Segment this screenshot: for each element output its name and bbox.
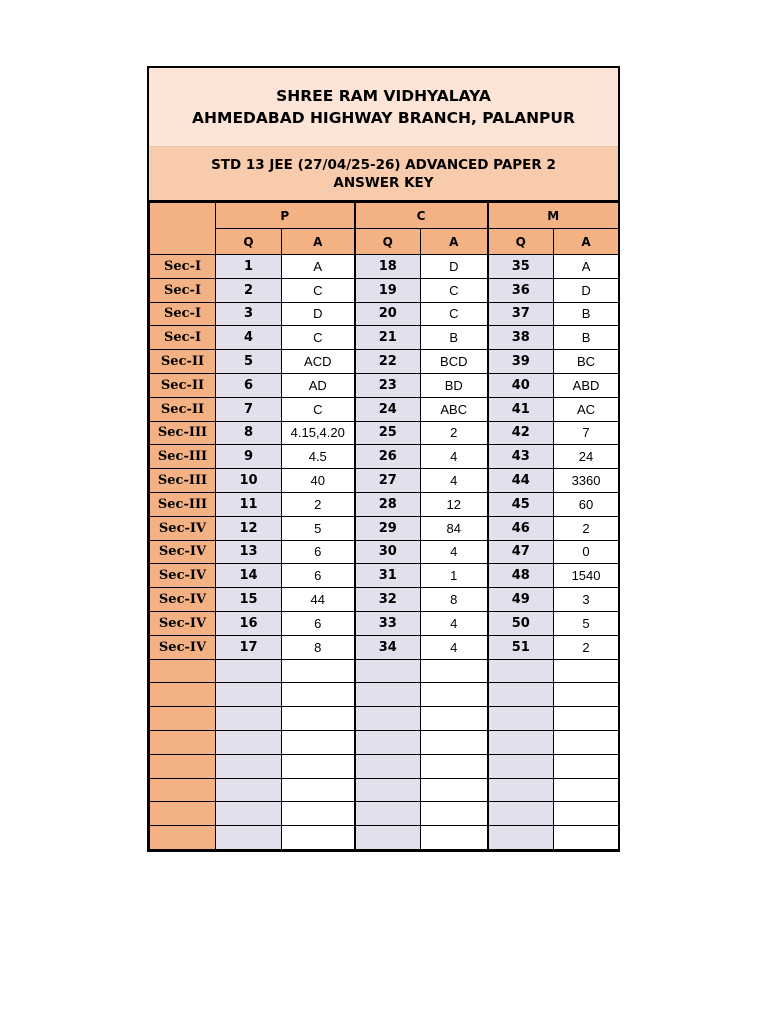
physics-question-cell: 12: [216, 516, 282, 540]
physics-answer-cell: 40: [282, 469, 355, 493]
physics-question-cell: 1: [216, 255, 282, 279]
chemistry-answer-cell: [421, 754, 488, 778]
chemistry-question-cell: 34: [355, 635, 421, 659]
chemistry-answer-cell: [421, 802, 488, 826]
chemistry-answer-cell: 2: [421, 421, 488, 445]
physics-answer-cell: [282, 683, 355, 707]
physics-answer-cell: [282, 754, 355, 778]
chemistry-question-cell: [355, 730, 421, 754]
chemistry-answer-cell: BCD: [421, 350, 488, 374]
maths-question-cell: 49: [488, 588, 554, 612]
chemistry-answer-cell: [421, 826, 488, 850]
maths-answer-cell: 2: [554, 516, 619, 540]
physics-answer-cell: ACD: [282, 350, 355, 374]
chemistry-answer-cell: 4: [421, 611, 488, 635]
maths-question-cell: 36: [488, 278, 554, 302]
maths-question-cell: [488, 802, 554, 826]
section-cell: Sec-II: [150, 373, 216, 397]
chemistry-answer-cell: C: [421, 302, 488, 326]
column-header-a: A: [282, 229, 355, 255]
table-row: [150, 588, 619, 612]
subject-header-chemistry: C: [355, 203, 488, 229]
table-row: [150, 635, 619, 659]
section-cell: Sec-II: [150, 397, 216, 421]
table-row: [150, 540, 619, 564]
column-header-q: Q: [355, 229, 421, 255]
column-header-a: A: [554, 229, 619, 255]
chemistry-question-cell: 23: [355, 373, 421, 397]
chemistry-question-cell: [355, 707, 421, 731]
maths-answer-cell: ABD: [554, 373, 619, 397]
physics-answer-cell: AD: [282, 373, 355, 397]
physics-answer-cell: C: [282, 326, 355, 350]
physics-answer-cell: C: [282, 278, 355, 302]
table-row: [150, 350, 619, 374]
table-row: [150, 326, 619, 350]
column-header-q: Q: [216, 229, 282, 255]
physics-question-cell: 10: [216, 469, 282, 493]
chemistry-answer-cell: 12: [421, 492, 488, 516]
chemistry-answer-cell: B: [421, 326, 488, 350]
physics-answer-cell: [282, 730, 355, 754]
maths-question-cell: 46: [488, 516, 554, 540]
paper-title: STD 13 JEE (27/04/25-26) ADVANCED PAPER 2: [211, 156, 556, 173]
physics-question-cell: [216, 730, 282, 754]
physics-question-cell: 9: [216, 445, 282, 469]
section-cell: Sec-I: [150, 302, 216, 326]
chemistry-question-cell: 27: [355, 469, 421, 493]
physics-answer-cell: 4.15,4.20: [282, 421, 355, 445]
section-cell: Sec-III: [150, 421, 216, 445]
section-cell: Sec-III: [150, 445, 216, 469]
maths-answer-cell: 2: [554, 635, 619, 659]
physics-answer-cell: [282, 826, 355, 850]
physics-question-cell: 14: [216, 564, 282, 588]
maths-question-cell: [488, 754, 554, 778]
physics-answer-cell: 5: [282, 516, 355, 540]
section-cell: Sec-III: [150, 492, 216, 516]
chemistry-question-cell: 19: [355, 278, 421, 302]
physics-question-cell: 8: [216, 421, 282, 445]
table-row: [150, 778, 619, 802]
maths-question-cell: 37: [488, 302, 554, 326]
table-row: [150, 826, 619, 850]
section-cell: Sec-IV: [150, 516, 216, 540]
chemistry-answer-cell: [421, 707, 488, 731]
table-row: [150, 278, 619, 302]
maths-answer-cell: B: [554, 302, 619, 326]
chemistry-question-cell: 20: [355, 302, 421, 326]
physics-question-cell: [216, 826, 282, 850]
chemistry-answer-cell: C: [421, 278, 488, 302]
maths-answer-cell: [554, 683, 619, 707]
table-row: [150, 421, 619, 445]
table-row: [150, 611, 619, 635]
maths-question-cell: 41: [488, 397, 554, 421]
physics-answer-cell: 6: [282, 611, 355, 635]
answer-table-body: [150, 255, 619, 850]
chemistry-answer-cell: BD: [421, 373, 488, 397]
maths-answer-cell: 60: [554, 492, 619, 516]
physics-question-cell: 5: [216, 350, 282, 374]
table-row: [150, 445, 619, 469]
chemistry-answer-cell: ABC: [421, 397, 488, 421]
physics-question-cell: [216, 659, 282, 683]
chemistry-answer-cell: 4: [421, 469, 488, 493]
chemistry-answer-cell: 4: [421, 445, 488, 469]
section-cell: [150, 778, 216, 802]
table-row: [150, 373, 619, 397]
maths-answer-cell: 24: [554, 445, 619, 469]
maths-answer-cell: BC: [554, 350, 619, 374]
chemistry-question-cell: 22: [355, 350, 421, 374]
maths-question-cell: [488, 826, 554, 850]
chemistry-question-cell: 24: [355, 397, 421, 421]
chemistry-question-cell: [355, 659, 421, 683]
maths-question-cell: [488, 778, 554, 802]
answer-key-sheet: [147, 66, 620, 852]
maths-question-cell: 38: [488, 326, 554, 350]
maths-question-cell: 45: [488, 492, 554, 516]
column-header-q: Q: [488, 229, 554, 255]
section-corner-cell: [150, 203, 216, 255]
physics-question-cell: [216, 802, 282, 826]
physics-answer-cell: [282, 659, 355, 683]
paper-header: [149, 147, 618, 202]
chemistry-question-cell: [355, 778, 421, 802]
section-cell: [150, 802, 216, 826]
section-cell: Sec-I: [150, 326, 216, 350]
school-header: [149, 68, 618, 147]
section-cell: Sec-IV: [150, 540, 216, 564]
maths-answer-cell: [554, 802, 619, 826]
maths-question-cell: 50: [488, 611, 554, 635]
section-cell: [150, 826, 216, 850]
table-row: [150, 707, 619, 731]
section-cell: [150, 707, 216, 731]
physics-answer-cell: [282, 778, 355, 802]
section-cell: Sec-II: [150, 350, 216, 374]
chemistry-answer-cell: 4: [421, 540, 488, 564]
table-row: [150, 802, 619, 826]
physics-answer-cell: [282, 707, 355, 731]
table-row: [150, 469, 619, 493]
physics-answer-cell: 8: [282, 635, 355, 659]
physics-question-cell: [216, 754, 282, 778]
chemistry-question-cell: [355, 802, 421, 826]
maths-answer-cell: A: [554, 255, 619, 279]
maths-answer-cell: 7: [554, 421, 619, 445]
answer-key-label: ANSWER KEY: [333, 174, 434, 191]
section-cell: [150, 683, 216, 707]
maths-answer-cell: 5: [554, 611, 619, 635]
maths-question-cell: 43: [488, 445, 554, 469]
physics-question-cell: 7: [216, 397, 282, 421]
maths-answer-cell: [554, 826, 619, 850]
maths-question-cell: [488, 683, 554, 707]
table-row: [150, 730, 619, 754]
table-row: [150, 754, 619, 778]
maths-answer-cell: AC: [554, 397, 619, 421]
table-row: [150, 255, 619, 279]
branch-name: AHMEDABAD HIGHWAY BRANCH, PALANPUR: [192, 109, 575, 127]
physics-question-cell: 4: [216, 326, 282, 350]
maths-answer-cell: [554, 730, 619, 754]
table-row: [150, 492, 619, 516]
maths-answer-cell: [554, 754, 619, 778]
section-cell: Sec-IV: [150, 588, 216, 612]
chemistry-answer-cell: 8: [421, 588, 488, 612]
chemistry-question-cell: 21: [355, 326, 421, 350]
answer-table: [149, 202, 619, 850]
physics-question-cell: 13: [216, 540, 282, 564]
maths-answer-cell: 0: [554, 540, 619, 564]
maths-question-cell: 47: [488, 540, 554, 564]
section-cell: [150, 754, 216, 778]
physics-answer-cell: 44: [282, 588, 355, 612]
maths-question-cell: 44: [488, 469, 554, 493]
section-cell: Sec-III: [150, 469, 216, 493]
table-row: [150, 302, 619, 326]
chemistry-question-cell: 29: [355, 516, 421, 540]
physics-answer-cell: D: [282, 302, 355, 326]
subject-header-physics: P: [216, 203, 355, 229]
chemistry-question-cell: 26: [355, 445, 421, 469]
table-row: [150, 564, 619, 588]
section-cell: [150, 730, 216, 754]
chemistry-question-cell: 32: [355, 588, 421, 612]
chemistry-question-cell: 33: [355, 611, 421, 635]
section-cell: Sec-IV: [150, 564, 216, 588]
maths-question-cell: 51: [488, 635, 554, 659]
chemistry-answer-cell: [421, 659, 488, 683]
chemistry-question-cell: 25: [355, 421, 421, 445]
table-row: [150, 683, 619, 707]
physics-question-cell: 17: [216, 635, 282, 659]
school-name: SHREE RAM VIDHYALAYA: [276, 87, 491, 105]
maths-answer-cell: D: [554, 278, 619, 302]
maths-question-cell: 39: [488, 350, 554, 374]
chemistry-answer-cell: [421, 778, 488, 802]
maths-question-cell: 42: [488, 421, 554, 445]
physics-question-cell: 6: [216, 373, 282, 397]
physics-answer-cell: [282, 802, 355, 826]
table-row: [150, 516, 619, 540]
section-cell: Sec-IV: [150, 611, 216, 635]
chemistry-question-cell: 31: [355, 564, 421, 588]
physics-answer-cell: C: [282, 397, 355, 421]
chemistry-question-cell: 28: [355, 492, 421, 516]
physics-answer-cell: 6: [282, 540, 355, 564]
subject-header-maths: M: [488, 203, 619, 229]
physics-question-cell: [216, 707, 282, 731]
section-cell: Sec-IV: [150, 635, 216, 659]
chemistry-answer-cell: 4: [421, 635, 488, 659]
physics-answer-cell: 2: [282, 492, 355, 516]
chemistry-answer-cell: D: [421, 255, 488, 279]
table-row: [150, 397, 619, 421]
section-cell: Sec-I: [150, 255, 216, 279]
maths-question-cell: [488, 730, 554, 754]
section-cell: [150, 659, 216, 683]
chemistry-answer-cell: 1: [421, 564, 488, 588]
maths-question-cell: 35: [488, 255, 554, 279]
maths-answer-cell: [554, 778, 619, 802]
maths-answer-cell: [554, 659, 619, 683]
chemistry-question-cell: [355, 826, 421, 850]
physics-question-cell: [216, 683, 282, 707]
physics-question-cell: 15: [216, 588, 282, 612]
maths-answer-cell: [554, 707, 619, 731]
chemistry-question-cell: 18: [355, 255, 421, 279]
maths-question-cell: 40: [488, 373, 554, 397]
section-cell: Sec-I: [150, 278, 216, 302]
chemistry-answer-cell: 84: [421, 516, 488, 540]
physics-answer-cell: A: [282, 255, 355, 279]
maths-answer-cell: 1540: [554, 564, 619, 588]
physics-question-cell: 3: [216, 302, 282, 326]
physics-question-cell: [216, 778, 282, 802]
chemistry-answer-cell: [421, 683, 488, 707]
table-row: [150, 659, 619, 683]
physics-answer-cell: 4.5: [282, 445, 355, 469]
maths-answer-cell: 3360: [554, 469, 619, 493]
physics-question-cell: 2: [216, 278, 282, 302]
maths-answer-cell: 3: [554, 588, 619, 612]
chemistry-question-cell: [355, 683, 421, 707]
chemistry-answer-cell: [421, 730, 488, 754]
physics-question-cell: 16: [216, 611, 282, 635]
maths-answer-cell: B: [554, 326, 619, 350]
physics-question-cell: 11: [216, 492, 282, 516]
maths-question-cell: [488, 707, 554, 731]
maths-question-cell: 48: [488, 564, 554, 588]
column-header-a: A: [421, 229, 488, 255]
physics-answer-cell: 6: [282, 564, 355, 588]
chemistry-question-cell: [355, 754, 421, 778]
chemistry-question-cell: 30: [355, 540, 421, 564]
maths-question-cell: [488, 659, 554, 683]
